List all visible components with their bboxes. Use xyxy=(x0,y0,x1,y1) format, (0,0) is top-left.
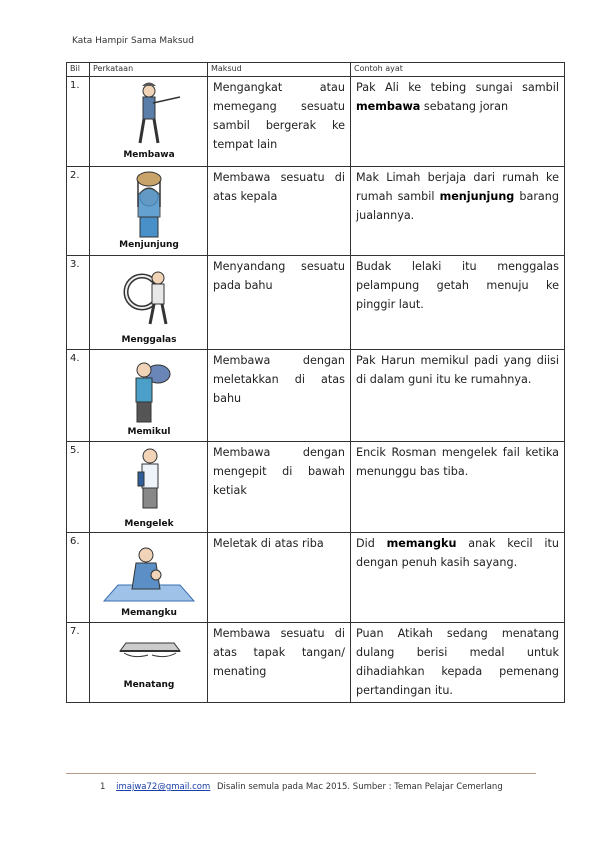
word-cell xyxy=(90,256,208,350)
source-note: Disalin semula pada Mac 2015. Sumber : Teman Pelajar Cemerlang xyxy=(216,782,503,792)
highlighted-word: menjunjung xyxy=(439,190,515,203)
highlighted-word: membawa xyxy=(356,100,421,113)
example-cell xyxy=(351,442,565,533)
word-label: Membawa xyxy=(123,150,175,160)
word-cell xyxy=(90,350,208,442)
word-label: Menatang xyxy=(123,680,175,690)
word-cell xyxy=(90,442,208,533)
header-example: Contoh ayat xyxy=(351,63,565,77)
example-text: anak kecil itu dengan penuh kasih sayang. xyxy=(356,537,559,569)
header-bil: Bil xyxy=(67,63,90,77)
example-text: Pak Ali ke tebing sungai sambil xyxy=(356,81,559,94)
meaning-cell: Mengangkat atau memegang sesuatu sambil bergerak ke tempat lain xyxy=(208,77,351,167)
example-cell xyxy=(351,167,565,256)
example-cell xyxy=(351,350,565,442)
example-text: Puan Atikah sedang menatang dulang berisi medal untuk dihadiahkan kepada pemenang pertandingan itu. xyxy=(356,627,559,697)
example-cell xyxy=(351,77,565,167)
word-cell xyxy=(90,623,208,703)
word-label: Memikul xyxy=(127,427,171,437)
word-label: Memangku xyxy=(121,608,177,618)
example-cell xyxy=(351,256,565,350)
example-text: Budak lelaki itu menggalas pelampung getah menuju ke pinggir laut. xyxy=(356,260,559,311)
example-text: Encik Rosman mengelek fail ketika menunggu bas tiba. xyxy=(356,446,559,478)
row-number: 3. xyxy=(67,256,90,350)
table-row xyxy=(67,533,565,623)
meaning-cell: Membawa sesuatu di atas kepala xyxy=(208,167,351,256)
row-number: 2. xyxy=(67,167,90,256)
word-cell xyxy=(90,533,208,623)
example-cell xyxy=(351,623,565,703)
footer-divider xyxy=(66,773,536,774)
example-text: Pak Harun memikul padi yang diisi di dalam guni itu ke rumahnya. xyxy=(356,354,559,386)
table-row xyxy=(67,442,565,533)
word-cell xyxy=(90,77,208,167)
highlighted-word: memangku xyxy=(386,537,457,550)
header-meaning: Maksud xyxy=(208,63,351,77)
footer xyxy=(100,782,503,792)
row-number: 5. xyxy=(67,442,90,533)
example-cell xyxy=(351,533,565,623)
table-header-row xyxy=(67,63,565,77)
table-row xyxy=(67,623,565,703)
example-text: sebatang joran xyxy=(423,100,509,113)
example-text: Did xyxy=(356,537,375,550)
meaning-cell: Membawa sesuatu di atas tapak tangan/ menating xyxy=(208,623,351,703)
example-text: Mak Limah berjaja dari rumah ke rumah sambil xyxy=(356,171,559,203)
hands-holding-tray-icon xyxy=(90,623,208,703)
table-row xyxy=(67,77,565,167)
page-number: 1 xyxy=(100,782,106,792)
email-link[interactable]: imajwa72@gmail.com xyxy=(116,782,211,792)
word-cell xyxy=(90,167,208,256)
row-number: 4. xyxy=(67,350,90,442)
word-label: Menggalas xyxy=(121,335,177,345)
header-word: Perkataan xyxy=(90,63,208,77)
word-label: Mengelek xyxy=(124,519,174,529)
document-title: Kata Hampir Sama Maksud xyxy=(72,36,194,46)
row-number: 7. xyxy=(67,623,90,703)
table-row xyxy=(67,256,565,350)
word-label: Menjunjung xyxy=(119,240,179,250)
example-text: barang jualannya. xyxy=(356,190,559,222)
meaning-cell: Meletak di atas riba xyxy=(208,533,351,623)
table-row xyxy=(67,167,565,256)
meaning-cell: Membawa dengan mengepit di bawah ketiak xyxy=(208,442,351,533)
table-row xyxy=(67,350,565,442)
meaning-cell: Menyandang sesuatu pada bahu xyxy=(208,256,351,350)
row-number: 6. xyxy=(67,533,90,623)
meaning-cell: Membawa dengan meletakkan di atas bahu xyxy=(208,350,351,442)
row-number: 1. xyxy=(67,77,90,167)
vocabulary-table xyxy=(66,62,565,703)
